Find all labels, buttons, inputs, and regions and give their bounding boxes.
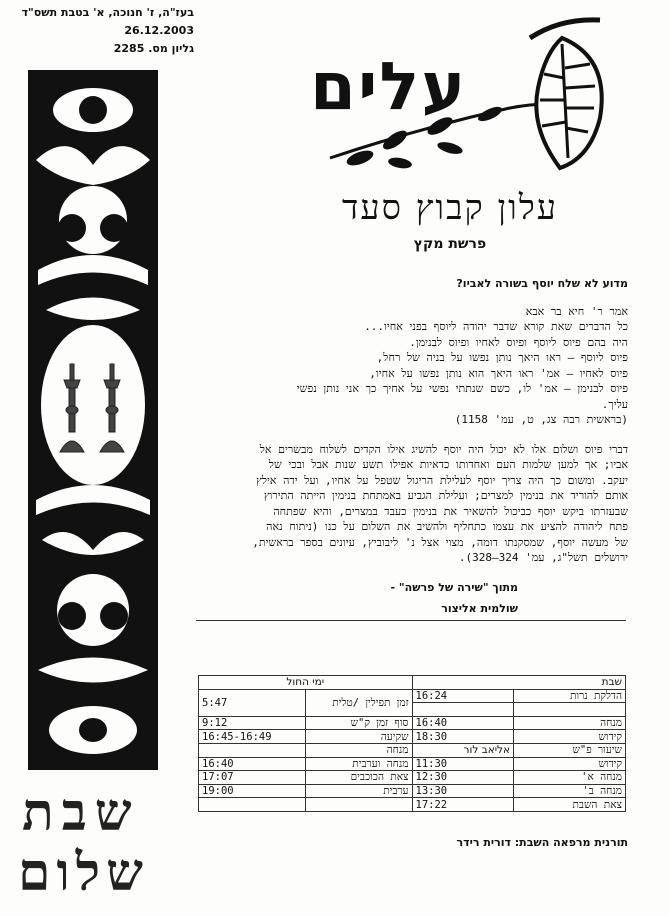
table-row bbox=[199, 689, 626, 703]
midrash-citation: (בראשית רבה צג, ט, עמ' 1158) bbox=[454, 413, 628, 426]
shabbat-label: הדלקת נרות bbox=[514, 689, 626, 703]
weekday-column-header: ימי החול bbox=[199, 676, 413, 690]
commentary-line: אותם להוריד את בנימין למצרים; ועלילת הגביע באמתחת בנימין הייתה התירוץ bbox=[263, 489, 628, 502]
midrash-line: היה בהם פיוס ליוסף ופיוס לאחיו ופיוס לבנימן. bbox=[409, 335, 628, 349]
shabbat-time bbox=[412, 703, 514, 717]
weekday-label bbox=[305, 798, 412, 812]
shabbat-label bbox=[514, 703, 626, 717]
shabbat-label: מנחה bbox=[514, 716, 626, 730]
shabbat-label: קידוש bbox=[514, 757, 626, 771]
commentary-line: של מעשה יוסף, שמסקנתו דומה, מצוי אצל נ' ליבוביץ, עיונים בספר בראשית, bbox=[252, 535, 628, 549]
table-row bbox=[199, 757, 626, 771]
prayer-schedule-table bbox=[198, 675, 626, 812]
table-row bbox=[199, 798, 626, 812]
weekday-time: 19:00 bbox=[199, 784, 306, 798]
shabbat-time: 11:30 bbox=[412, 757, 514, 771]
article-source: מתוך "שירה של פרשה" - bbox=[390, 580, 518, 594]
weekday-time: 16:45-16:49 bbox=[199, 730, 306, 744]
table-row bbox=[199, 784, 626, 798]
weekday-time bbox=[199, 798, 306, 812]
weekday-label: זמן תפילין /טלית bbox=[305, 689, 412, 716]
table-row bbox=[199, 730, 626, 744]
weekday-label: ערבית bbox=[305, 784, 412, 798]
midrash-line: פיוס לאחיו — אמ' ראו היאך הוא נותן נפשו על אחיו, bbox=[369, 366, 628, 380]
shabbat-label: מנחה א' bbox=[514, 771, 626, 785]
shabbat-time: 16:40 bbox=[412, 716, 514, 730]
midrash-line: עליך. bbox=[601, 397, 628, 411]
midrash-line: פיוס ליוסף — ראו היאך נותן נפשו על בניה של רחל, bbox=[376, 351, 628, 364]
journal-name: עלון קבוץ סעד bbox=[341, 188, 559, 228]
weekday-label: מנחה וערבית bbox=[305, 757, 412, 771]
midrash-line: כל הדברים שאת קורא שדבר יהודה ליוסף בפני אחיו... bbox=[364, 320, 628, 333]
shalom-greeting: שלום bbox=[18, 842, 149, 903]
midrash-line: אמר ר' חיא בר אבא bbox=[525, 304, 628, 318]
weekday-label: צאת הכוכבים bbox=[305, 771, 412, 785]
weekday-time: 5:47 bbox=[199, 689, 306, 716]
commentary-line: דברי פיוס ושלום אלו לא יכול היה יוסף להשיג אילו הקדים לשלוח מבשרים אל bbox=[259, 442, 628, 456]
table-row bbox=[199, 771, 626, 785]
shabbat-time: 16:24 bbox=[412, 689, 514, 703]
section-divider bbox=[196, 620, 626, 621]
shabbat-label: צאת השבת bbox=[514, 798, 626, 812]
article-author: שולמית אליצור bbox=[441, 602, 518, 615]
weekday-label: שקיעה bbox=[305, 730, 412, 744]
weekday-label: סוף זמן ק"ש bbox=[305, 716, 412, 730]
header-issue-number: גליון מס. 2285 bbox=[113, 42, 194, 55]
weekday-time: 9:12 bbox=[199, 716, 306, 730]
table-header-row bbox=[199, 676, 626, 690]
article-question: מדוע לא שלח יוסף בשורה לאביו? bbox=[456, 277, 628, 290]
header-gregorian-date: 26.12.2003 bbox=[124, 24, 194, 37]
shabbat-label: קידוש bbox=[514, 730, 626, 744]
logo-title: עלים bbox=[310, 48, 468, 125]
shabbat-time: 13:30 bbox=[412, 784, 514, 798]
parasha-title: פרשת מקץ bbox=[413, 236, 487, 252]
shabbat-label: שיעור פ"ש bbox=[514, 743, 626, 757]
table-row bbox=[199, 716, 626, 730]
weekday-time bbox=[199, 743, 306, 757]
shabbat-lecturer: אליאב לור bbox=[412, 743, 514, 757]
masthead-logo bbox=[300, 8, 620, 178]
candlesticks-icon bbox=[56, 360, 130, 460]
header-hebrew-date: בעז"ה, ז' חנוכה, א' בטבת תשס"ד bbox=[21, 6, 194, 19]
decorative-border-panel bbox=[28, 70, 158, 770]
shabbat-column-header: שבת bbox=[412, 676, 625, 690]
table-row bbox=[199, 743, 626, 757]
shabbat-greeting: שבת bbox=[22, 782, 140, 843]
commentary-line: שבעזרתו ביקש יוסף כביכול להשאיר את בנימין כעבד במצרים, והיא שפתחה bbox=[273, 504, 628, 518]
commentary-line: אביו; אך למען שלמות העם ואחדותו כדאיות אפילו תשע שנות אבל ובכי של bbox=[268, 458, 628, 471]
midrash-line: פיוס לבנימן — אמ' לו, כשם שנתתי נפשי על אחיך כך אני נותן נפשי bbox=[296, 382, 628, 395]
shabbat-time: 17:22 bbox=[412, 798, 514, 812]
commentary-line: פתח ליהודה להציע את עצמו כתחליף ולהשיב את השלום על כנו (ניתוח נאה bbox=[266, 520, 628, 533]
shabbat-label: מנחה ב' bbox=[514, 784, 626, 798]
weekday-label: מנחה bbox=[305, 743, 412, 757]
weekday-time: 16:40 bbox=[199, 757, 306, 771]
shabbat-time: 18:30 bbox=[412, 730, 514, 744]
clinic-duty-note: תורנית מרפאה השבת: דורית רידר bbox=[456, 836, 628, 849]
commentary-line: ירושלים תשל"ג, עמ' 324–328). bbox=[458, 551, 628, 564]
weekday-time: 17:07 bbox=[199, 771, 306, 785]
commentary-line: יעקב. ומשום כך היה צריך יוסף לעלילת הריגול שטפל על אחיו, ועל ידה אילץ bbox=[256, 473, 628, 487]
article-body bbox=[198, 276, 628, 617]
shabbat-time: 12:30 bbox=[412, 771, 514, 785]
